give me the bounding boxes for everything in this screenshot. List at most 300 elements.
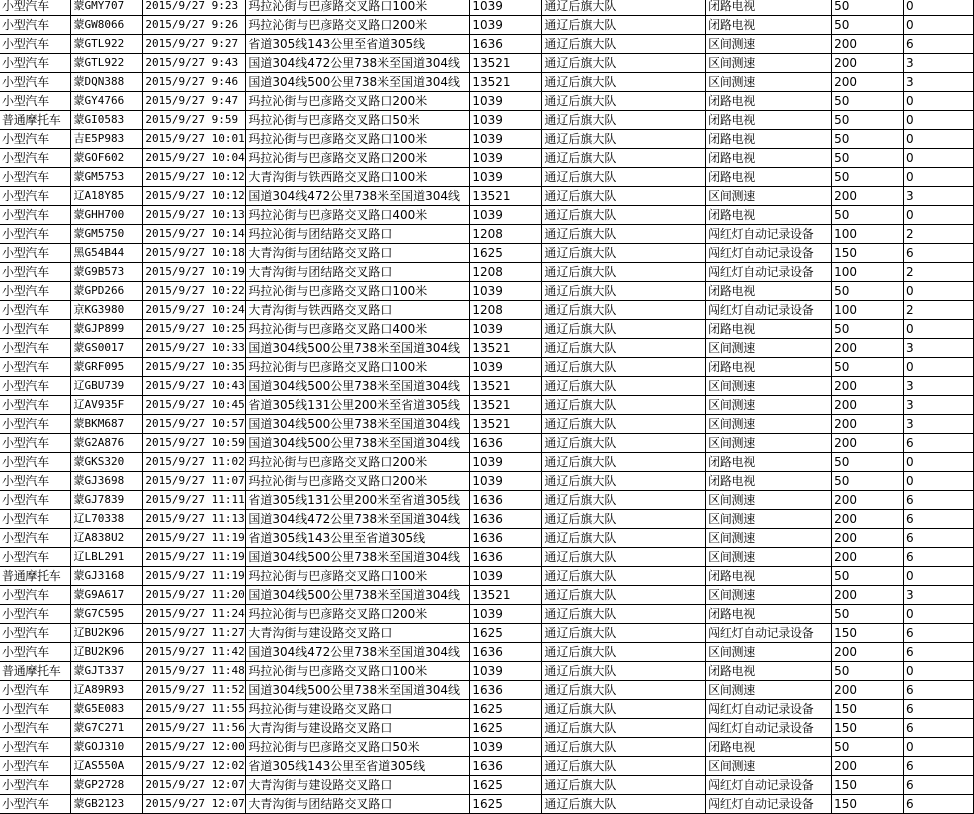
location-cell: 国道304线500公里738米至国道304线 (246, 586, 470, 605)
location-cell: 玛拉沁街与巴彦路交叉路口200米 (246, 92, 470, 111)
location-cell: 大青沟街与团结路交叉路口 (246, 795, 470, 814)
violation-code-cell: 1039 (470, 567, 542, 586)
plate-number-cell: 蒙GS0017 (71, 339, 143, 358)
violation-time-cell: 2015/9/27 11:52 (143, 681, 246, 700)
plate-number-cell: 蒙G7C271 (71, 719, 143, 738)
violation-time-cell: 2015/9/27 10:33 (143, 339, 246, 358)
fine-cell: 200 (832, 529, 904, 548)
vehicle-type-cell: 普通摩托车 (0, 567, 71, 586)
table-row (0, 548, 974, 567)
agency-cell: 通辽后旗大队 (542, 263, 706, 282)
location-cell: 玛拉沁街与巴彦路交叉路口100米 (246, 662, 470, 681)
agency-cell: 通辽后旗大队 (542, 700, 706, 719)
location-cell: 国道304线500公里738米至国道304线 (246, 548, 470, 567)
violation-code-cell: 1636 (470, 548, 542, 567)
fine-cell: 200 (832, 54, 904, 73)
table-row (0, 434, 974, 453)
agency-cell: 通辽后旗大队 (542, 168, 706, 187)
points-cell: 0 (904, 358, 974, 377)
plate-number-cell: 蒙GKS320 (71, 453, 143, 472)
points-cell: 6 (904, 510, 974, 529)
violation-time-cell: 2015/9/27 10:14 (143, 225, 246, 244)
table-row (0, 225, 974, 244)
violation-time-cell: 2015/9/27 11:11 (143, 491, 246, 510)
agency-cell: 通辽后旗大队 (542, 548, 706, 567)
plate-number-cell: 蒙GM5753 (71, 168, 143, 187)
violation-code-cell: 1039 (470, 472, 542, 491)
table-row (0, 472, 974, 491)
location-cell: 玛拉沁街与巴彦路交叉路口200米 (246, 605, 470, 624)
location-cell: 省道305线131公里200米至省道305线 (246, 491, 470, 510)
plate-number-cell: 蒙DQN388 (71, 73, 143, 92)
points-cell: 2 (904, 263, 974, 282)
fine-cell: 150 (832, 624, 904, 643)
location-cell: 玛拉沁街与巴彦路交叉路口100米 (246, 282, 470, 301)
vehicle-type-cell: 小型汽车 (0, 491, 71, 510)
vehicle-type-cell: 小型汽车 (0, 453, 71, 472)
agency-cell: 通辽后旗大队 (542, 130, 706, 149)
fine-cell: 50 (832, 472, 904, 491)
violation-code-cell: 1208 (470, 225, 542, 244)
device-cell: 区间测速 (706, 396, 832, 415)
points-cell: 6 (904, 244, 974, 263)
fine-cell: 200 (832, 643, 904, 662)
device-cell: 区间测速 (706, 54, 832, 73)
agency-cell: 通辽后旗大队 (542, 738, 706, 757)
vehicle-type-cell: 小型汽车 (0, 510, 71, 529)
violation-time-cell: 2015/9/27 10:19 (143, 263, 246, 282)
violation-time-cell: 2015/9/27 10:24 (143, 301, 246, 320)
device-cell: 闯红灯自动记录设备 (706, 624, 832, 643)
device-cell: 区间测速 (706, 377, 832, 396)
agency-cell: 通辽后旗大队 (542, 605, 706, 624)
fine-cell: 200 (832, 434, 904, 453)
vehicle-type-cell: 小型汽车 (0, 586, 71, 605)
device-cell: 区间测速 (706, 415, 832, 434)
fine-cell: 50 (832, 605, 904, 624)
agency-cell: 通辽后旗大队 (542, 662, 706, 681)
vehicle-type-cell: 小型汽车 (0, 168, 71, 187)
table-row (0, 624, 974, 643)
location-cell: 玛拉沁街与巴彦路交叉路口200米 (246, 149, 470, 168)
device-cell: 闭路电视 (706, 320, 832, 339)
violation-code-cell: 13521 (470, 54, 542, 73)
vehicle-type-cell: 小型汽车 (0, 339, 71, 358)
plate-number-cell: 蒙GJ7839 (71, 491, 143, 510)
plate-number-cell: 辽AV935F (71, 396, 143, 415)
violation-time-cell: 2015/9/27 11:20 (143, 586, 246, 605)
table-row (0, 700, 974, 719)
agency-cell: 通辽后旗大队 (542, 472, 706, 491)
fine-cell: 200 (832, 73, 904, 92)
violation-time-cell: 2015/9/27 11:55 (143, 700, 246, 719)
points-cell: 0 (904, 92, 974, 111)
agency-cell: 通辽后旗大队 (542, 434, 706, 453)
device-cell: 闯红灯自动记录设备 (706, 225, 832, 244)
vehicle-type-cell: 小型汽车 (0, 35, 71, 54)
vehicle-type-cell: 小型汽车 (0, 434, 71, 453)
violation-code-cell: 1039 (470, 206, 542, 225)
agency-cell: 通辽后旗大队 (542, 396, 706, 415)
device-cell: 区间测速 (706, 434, 832, 453)
device-cell: 区间测速 (706, 681, 832, 700)
vehicle-type-cell: 小型汽车 (0, 681, 71, 700)
plate-number-cell: 蒙GY4766 (71, 92, 143, 111)
device-cell: 闯红灯自动记录设备 (706, 776, 832, 795)
device-cell: 区间测速 (706, 548, 832, 567)
violation-code-cell: 1636 (470, 491, 542, 510)
plate-number-cell: 蒙GW8066 (71, 16, 143, 35)
violation-code-cell: 1039 (470, 605, 542, 624)
vehicle-type-cell: 小型汽车 (0, 700, 71, 719)
device-cell: 区间测速 (706, 586, 832, 605)
violation-code-cell: 13521 (470, 187, 542, 206)
device-cell: 闯红灯自动记录设备 (706, 795, 832, 814)
agency-cell: 通辽后旗大队 (542, 320, 706, 339)
violation-time-cell: 2015/9/27 11:19 (143, 567, 246, 586)
location-cell: 玛拉沁街与巴彦路交叉路口400米 (246, 320, 470, 339)
plate-number-cell: 辽L70338 (71, 510, 143, 529)
fine-cell: 100 (832, 263, 904, 282)
vehicle-type-cell: 小型汽车 (0, 263, 71, 282)
table-row (0, 130, 974, 149)
fine-cell: 50 (832, 206, 904, 225)
location-cell: 国道304线500公里738米至国道304线 (246, 415, 470, 434)
device-cell: 闭路电视 (706, 92, 832, 111)
agency-cell: 通辽后旗大队 (542, 225, 706, 244)
violation-code-cell: 1625 (470, 795, 542, 814)
table-row (0, 0, 974, 16)
points-cell: 0 (904, 111, 974, 130)
violation-code-cell: 1625 (470, 776, 542, 795)
fine-cell: 200 (832, 396, 904, 415)
location-cell: 玛拉沁街与巴彦路交叉路口100米 (246, 0, 470, 16)
location-cell: 大青沟街与建设路交叉路口 (246, 624, 470, 643)
agency-cell: 通辽后旗大队 (542, 643, 706, 662)
agency-cell: 通辽后旗大队 (542, 491, 706, 510)
points-cell: 0 (904, 738, 974, 757)
points-cell: 0 (904, 472, 974, 491)
violation-time-cell: 2015/9/27 10:12 (143, 187, 246, 206)
fine-cell: 50 (832, 567, 904, 586)
location-cell: 玛拉沁街与巴彦路交叉路口400米 (246, 206, 470, 225)
table-row (0, 757, 974, 776)
vehicle-type-cell: 小型汽车 (0, 73, 71, 92)
fine-cell: 50 (832, 320, 904, 339)
violation-code-cell: 1039 (470, 282, 542, 301)
vehicle-type-cell: 小型汽车 (0, 377, 71, 396)
device-cell: 区间测速 (706, 529, 832, 548)
points-cell: 2 (904, 301, 974, 320)
device-cell: 闭路电视 (706, 168, 832, 187)
agency-cell: 通辽后旗大队 (542, 54, 706, 73)
agency-cell: 通辽后旗大队 (542, 681, 706, 700)
violation-code-cell: 13521 (470, 377, 542, 396)
agency-cell: 通辽后旗大队 (542, 586, 706, 605)
location-cell: 国道304线472公里738米至国道304线 (246, 510, 470, 529)
table-row (0, 206, 974, 225)
location-cell: 省道305线143公里至省道305线 (246, 757, 470, 776)
location-cell: 大青沟街与建设路交叉路口 (246, 776, 470, 795)
violation-code-cell: 1636 (470, 510, 542, 529)
points-cell: 0 (904, 282, 974, 301)
table-row (0, 586, 974, 605)
fine-cell: 200 (832, 586, 904, 605)
violation-code-cell: 1636 (470, 529, 542, 548)
fine-cell: 150 (832, 244, 904, 263)
violation-time-cell: 2015/9/27 12:07 (143, 776, 246, 795)
violation-code-cell: 1636 (470, 643, 542, 662)
vehicle-type-cell: 小型汽车 (0, 795, 71, 814)
vehicle-type-cell: 小型汽车 (0, 206, 71, 225)
device-cell: 区间测速 (706, 643, 832, 662)
points-cell: 2 (904, 225, 974, 244)
vehicle-type-cell: 小型汽车 (0, 719, 71, 738)
violation-time-cell: 2015/9/27 11:19 (143, 548, 246, 567)
location-cell: 省道305线143公里至省道305线 (246, 35, 470, 54)
plate-number-cell: 蒙GJP899 (71, 320, 143, 339)
fine-cell: 50 (832, 358, 904, 377)
table-row (0, 510, 974, 529)
table-row (0, 605, 974, 624)
violation-code-cell: 13521 (470, 73, 542, 92)
location-cell: 国道304线500公里738米至国道304线 (246, 73, 470, 92)
device-cell: 闭路电视 (706, 738, 832, 757)
location-cell: 大青沟街与铁西路交叉路口 (246, 301, 470, 320)
device-cell: 闭路电视 (706, 149, 832, 168)
violation-time-cell: 2015/9/27 10:13 (143, 206, 246, 225)
device-cell: 区间测速 (706, 35, 832, 54)
points-cell: 0 (904, 453, 974, 472)
violation-time-cell: 2015/9/27 11:19 (143, 529, 246, 548)
plate-number-cell: 辽BU2K96 (71, 643, 143, 662)
points-cell: 0 (904, 605, 974, 624)
vehicle-type-cell: 小型汽车 (0, 282, 71, 301)
device-cell: 闭路电视 (706, 358, 832, 377)
agency-cell: 通辽后旗大队 (542, 339, 706, 358)
agency-cell: 通辽后旗大队 (542, 567, 706, 586)
device-cell: 区间测速 (706, 510, 832, 529)
table-row (0, 719, 974, 738)
agency-cell: 通辽后旗大队 (542, 92, 706, 111)
vehicle-type-cell: 小型汽车 (0, 130, 71, 149)
points-cell: 6 (904, 491, 974, 510)
device-cell: 区间测速 (706, 73, 832, 92)
violation-code-cell: 1039 (470, 92, 542, 111)
vehicle-type-cell: 普通摩托车 (0, 111, 71, 130)
agency-cell: 通辽后旗大队 (542, 282, 706, 301)
violation-time-cell: 2015/9/27 10:59 (143, 434, 246, 453)
vehicle-type-cell: 小型汽车 (0, 244, 71, 263)
vehicle-type-cell: 小型汽车 (0, 358, 71, 377)
fine-cell: 50 (832, 0, 904, 16)
points-cell: 3 (904, 54, 974, 73)
device-cell: 区间测速 (706, 187, 832, 206)
plate-number-cell: 蒙GI0583 (71, 111, 143, 130)
vehicle-type-cell: 小型汽车 (0, 415, 71, 434)
agency-cell: 通辽后旗大队 (542, 16, 706, 35)
points-cell: 3 (904, 586, 974, 605)
vehicle-type-cell: 小型汽车 (0, 472, 71, 491)
location-cell: 玛拉沁街与巴彦路交叉路口100米 (246, 358, 470, 377)
location-cell: 省道305线143公里至省道305线 (246, 529, 470, 548)
device-cell: 闭路电视 (706, 130, 832, 149)
points-cell: 6 (904, 624, 974, 643)
location-cell: 玛拉沁街与巴彦路交叉路口200米 (246, 453, 470, 472)
fine-cell: 200 (832, 339, 904, 358)
points-cell: 6 (904, 776, 974, 795)
points-cell: 0 (904, 16, 974, 35)
vehicle-type-cell: 小型汽车 (0, 225, 71, 244)
table-row (0, 320, 974, 339)
location-cell: 大青沟街与铁西路交叉路口100米 (246, 168, 470, 187)
vehicle-type-cell: 小型汽车 (0, 54, 71, 73)
violation-time-cell: 2015/9/27 12:07 (143, 795, 246, 814)
table-row (0, 738, 974, 757)
agency-cell: 通辽后旗大队 (542, 453, 706, 472)
plate-number-cell: 辽LBL291 (71, 548, 143, 567)
device-cell: 闯红灯自动记录设备 (706, 263, 832, 282)
fine-cell: 200 (832, 377, 904, 396)
points-cell: 6 (904, 35, 974, 54)
location-cell: 省道305线131公里200米至省道305线 (246, 396, 470, 415)
fine-cell: 50 (832, 168, 904, 187)
fine-cell: 50 (832, 738, 904, 757)
device-cell: 区间测速 (706, 491, 832, 510)
points-cell: 3 (904, 187, 974, 206)
violation-time-cell: 2015/9/27 11:24 (143, 605, 246, 624)
location-cell: 玛拉沁街与巴彦路交叉路口100米 (246, 130, 470, 149)
violation-time-cell: 2015/9/27 9:46 (143, 73, 246, 92)
fine-cell: 50 (832, 282, 904, 301)
table-row (0, 149, 974, 168)
violation-code-cell: 1039 (470, 111, 542, 130)
vehicle-type-cell: 小型汽车 (0, 529, 71, 548)
violation-time-cell: 2015/9/27 12:00 (143, 738, 246, 757)
table-row (0, 187, 974, 206)
table-row (0, 54, 974, 73)
violation-code-cell: 1208 (470, 301, 542, 320)
points-cell: 0 (904, 149, 974, 168)
violation-code-cell: 1039 (470, 149, 542, 168)
violation-time-cell: 2015/9/27 10:25 (143, 320, 246, 339)
violation-code-cell: 1039 (470, 0, 542, 16)
plate-number-cell: 蒙G7C595 (71, 605, 143, 624)
points-cell: 3 (904, 339, 974, 358)
plate-number-cell: 辽BU2K96 (71, 624, 143, 643)
agency-cell: 通辽后旗大队 (542, 358, 706, 377)
violation-time-cell: 2015/9/27 10:57 (143, 415, 246, 434)
vehicle-type-cell: 小型汽车 (0, 0, 71, 16)
device-cell: 闯红灯自动记录设备 (706, 700, 832, 719)
points-cell: 0 (904, 168, 974, 187)
vehicle-type-cell: 小型汽车 (0, 149, 71, 168)
agency-cell: 通辽后旗大队 (542, 757, 706, 776)
fine-cell: 50 (832, 662, 904, 681)
violation-code-cell: 13521 (470, 396, 542, 415)
vehicle-type-cell: 小型汽车 (0, 624, 71, 643)
points-cell: 0 (904, 130, 974, 149)
violation-time-cell: 2015/9/27 10:45 (143, 396, 246, 415)
fine-cell: 50 (832, 16, 904, 35)
device-cell: 区间测速 (706, 757, 832, 776)
table-row (0, 776, 974, 795)
violation-time-cell: 2015/9/27 9:43 (143, 54, 246, 73)
violation-time-cell: 2015/9/27 10:18 (143, 244, 246, 263)
location-cell: 国道304线472公里738米至国道304线 (246, 54, 470, 73)
violation-time-cell: 2015/9/27 9:27 (143, 35, 246, 54)
device-cell: 闭路电视 (706, 453, 832, 472)
plate-number-cell: 辽GBU739 (71, 377, 143, 396)
violation-time-cell: 2015/9/27 9:26 (143, 16, 246, 35)
plate-number-cell: 蒙GPD266 (71, 282, 143, 301)
vehicle-type-cell: 小型汽车 (0, 605, 71, 624)
device-cell: 闭路电视 (706, 0, 832, 16)
table-row (0, 92, 974, 111)
plate-number-cell: 蒙G9A617 (71, 586, 143, 605)
vehicle-type-cell: 普通摩托车 (0, 662, 71, 681)
violation-time-cell: 2015/9/27 10:01 (143, 130, 246, 149)
plate-number-cell: 蒙GJ3698 (71, 472, 143, 491)
vehicle-type-cell: 小型汽车 (0, 548, 71, 567)
agency-cell: 通辽后旗大队 (542, 529, 706, 548)
table-row (0, 681, 974, 700)
plate-number-cell: 蒙GTL922 (71, 35, 143, 54)
violation-time-cell: 2015/9/27 11:56 (143, 719, 246, 738)
fine-cell: 200 (832, 187, 904, 206)
violation-code-cell: 1039 (470, 358, 542, 377)
violation-code-cell: 1636 (470, 35, 542, 54)
fine-cell: 200 (832, 35, 904, 54)
device-cell: 闭路电视 (706, 282, 832, 301)
device-cell: 闯红灯自动记录设备 (706, 719, 832, 738)
table-row (0, 396, 974, 415)
plate-number-cell: 蒙G2A876 (71, 434, 143, 453)
table-row (0, 662, 974, 681)
agency-cell: 通辽后旗大队 (542, 73, 706, 92)
plate-number-cell: 蒙GOJ310 (71, 738, 143, 757)
plate-number-cell: 蒙G9B573 (71, 263, 143, 282)
violation-time-cell: 2015/9/27 12:02 (143, 757, 246, 776)
plate-number-cell: 辽AS550A (71, 757, 143, 776)
vehicle-type-cell: 小型汽车 (0, 187, 71, 206)
device-cell: 闭路电视 (706, 662, 832, 681)
table-row (0, 263, 974, 282)
table-row (0, 415, 974, 434)
violation-time-cell: 2015/9/27 11:48 (143, 662, 246, 681)
agency-cell: 通辽后旗大队 (542, 149, 706, 168)
points-cell: 3 (904, 73, 974, 92)
table-row (0, 73, 974, 92)
violation-code-cell: 1625 (470, 624, 542, 643)
violation-code-cell: 1039 (470, 662, 542, 681)
fine-cell: 150 (832, 776, 904, 795)
agency-cell: 通辽后旗大队 (542, 377, 706, 396)
violation-time-cell: 2015/9/27 10:04 (143, 149, 246, 168)
violation-time-cell: 2015/9/27 9:23 (143, 0, 246, 16)
plate-number-cell: 蒙GTL922 (71, 54, 143, 73)
points-cell: 6 (904, 681, 974, 700)
violation-time-cell: 2015/9/27 11:27 (143, 624, 246, 643)
fine-cell: 150 (832, 700, 904, 719)
location-cell: 国道304线500公里738米至国道304线 (246, 681, 470, 700)
violation-time-cell: 2015/9/27 10:43 (143, 377, 246, 396)
plate-number-cell: 黑G54B44 (71, 244, 143, 263)
device-cell: 闯红灯自动记录设备 (706, 244, 832, 263)
plate-number-cell: 蒙GM5750 (71, 225, 143, 244)
location-cell: 玛拉沁街与巴彦路交叉路口200米 (246, 472, 470, 491)
table-row (0, 491, 974, 510)
